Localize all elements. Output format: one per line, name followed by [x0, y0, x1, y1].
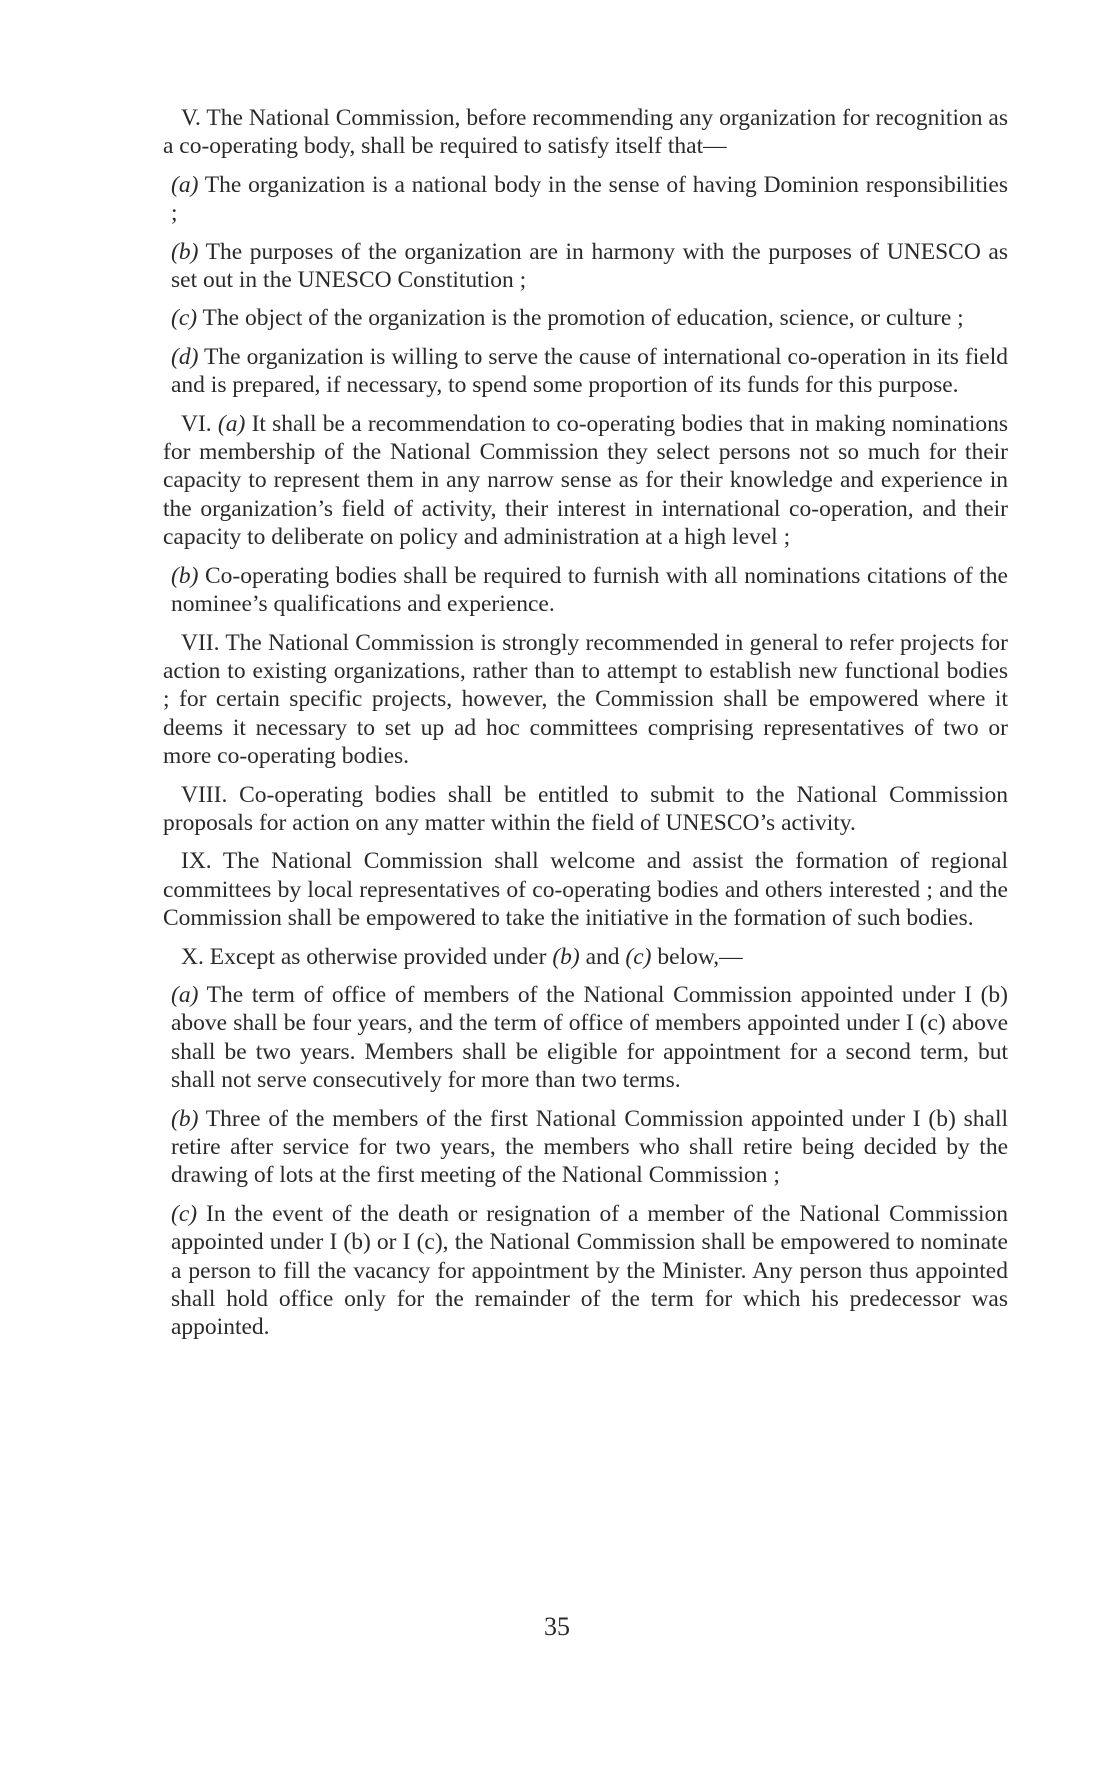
document-body: [163, 104, 1008, 1352]
section-vi-item-b: (b) Co-operating bodies shall be required to furnish with all nominations citations of the nominee’s qualifications and experience.: [171, 562, 1008, 618]
section-x-item-c: (c) In the event of the death or resignation of a member of the National Commission appointed under I (b) or I (c), the National Commission shall be empowered to nominate a person to fill the vacancy for appointment by the Minister. Any person thus appointed shall hold office only for the remainder of the term for which his predecessor was appointed.: [171, 1200, 1008, 1341]
section-v: V. The National Commission, before recommending any organization for recognition as a co-operating body, shall be required to satisfy itself that—: [163, 105, 1008, 160]
page-number: 35: [544, 1612, 570, 1641]
section-x: X. Except as otherwise provided under (b) and (c) below,—: [181, 943, 743, 970]
section-viii: VIII. Co-operating bodies shall be entitled to submit to the National Commission proposals for action on any matter within the field of UNESCO’s activity.: [163, 781, 1008, 836]
section-v-item-b: (b) The purposes of the organization are in harmony with the purposes of UNESCO as set out in the UNESCO Constitution ;: [171, 238, 1008, 294]
section-ix: IX. The National Commission shall welcome and assist the formation of regional committees by local representatives of co-operating bodies and others interested ; and the Commission shall be empowered to take the initiative in the formation of such bodies.: [163, 848, 1008, 932]
section-v-item-a: (a) The organization is a national body in the sense of having Dominion responsibilities ;: [171, 171, 1008, 227]
section-vii: VII. The National Commission is strongly recommended in general to refer projects for action to existing organizations, rather than to attempt to establish new functional bodies ; for certain specific projects, however, the Commission shall be empowered where it deems it necessary to set up ad hoc committees comprising representatives of two or more co-operating bodies.: [163, 629, 1008, 770]
section-x-item-b: (b) Three of the members of the first National Commission appointed under I (b) shall retire after service for two years, the members who shall retire being decided by the drawing of lots at the first meeting of the National Commission ;: [171, 1105, 1008, 1189]
section-v-item-d: (d) The organization is willing to serve the cause of international co-operation in its field and is prepared, if necessary, to spend some proportion of its funds for this purpose.: [171, 343, 1008, 399]
section-v-item-c: (c) The object of the organization is the promotion of education, science, or culture ;: [171, 305, 964, 332]
section-x-item-a: (a) The term of office of members of the National Commission appointed under I (b) above shall be four years, and the term of office of members appointed under I (c) above shall be two years. Members shall be eligible for appointment for a second term, but shall not serve consecutively for more than two terms.: [171, 981, 1008, 1094]
section-vi: VI. (a) It shall be a recommendation to co-operating bodies that in making nominations for membership of the National Commission they select persons not so much for their capacity to represent them in any narrow sense as for their knowledge and experience in the organization’s field of activity, their interest in international co-operation, and their capacity to deliberate on policy and administration at a high level ;: [163, 410, 1009, 551]
